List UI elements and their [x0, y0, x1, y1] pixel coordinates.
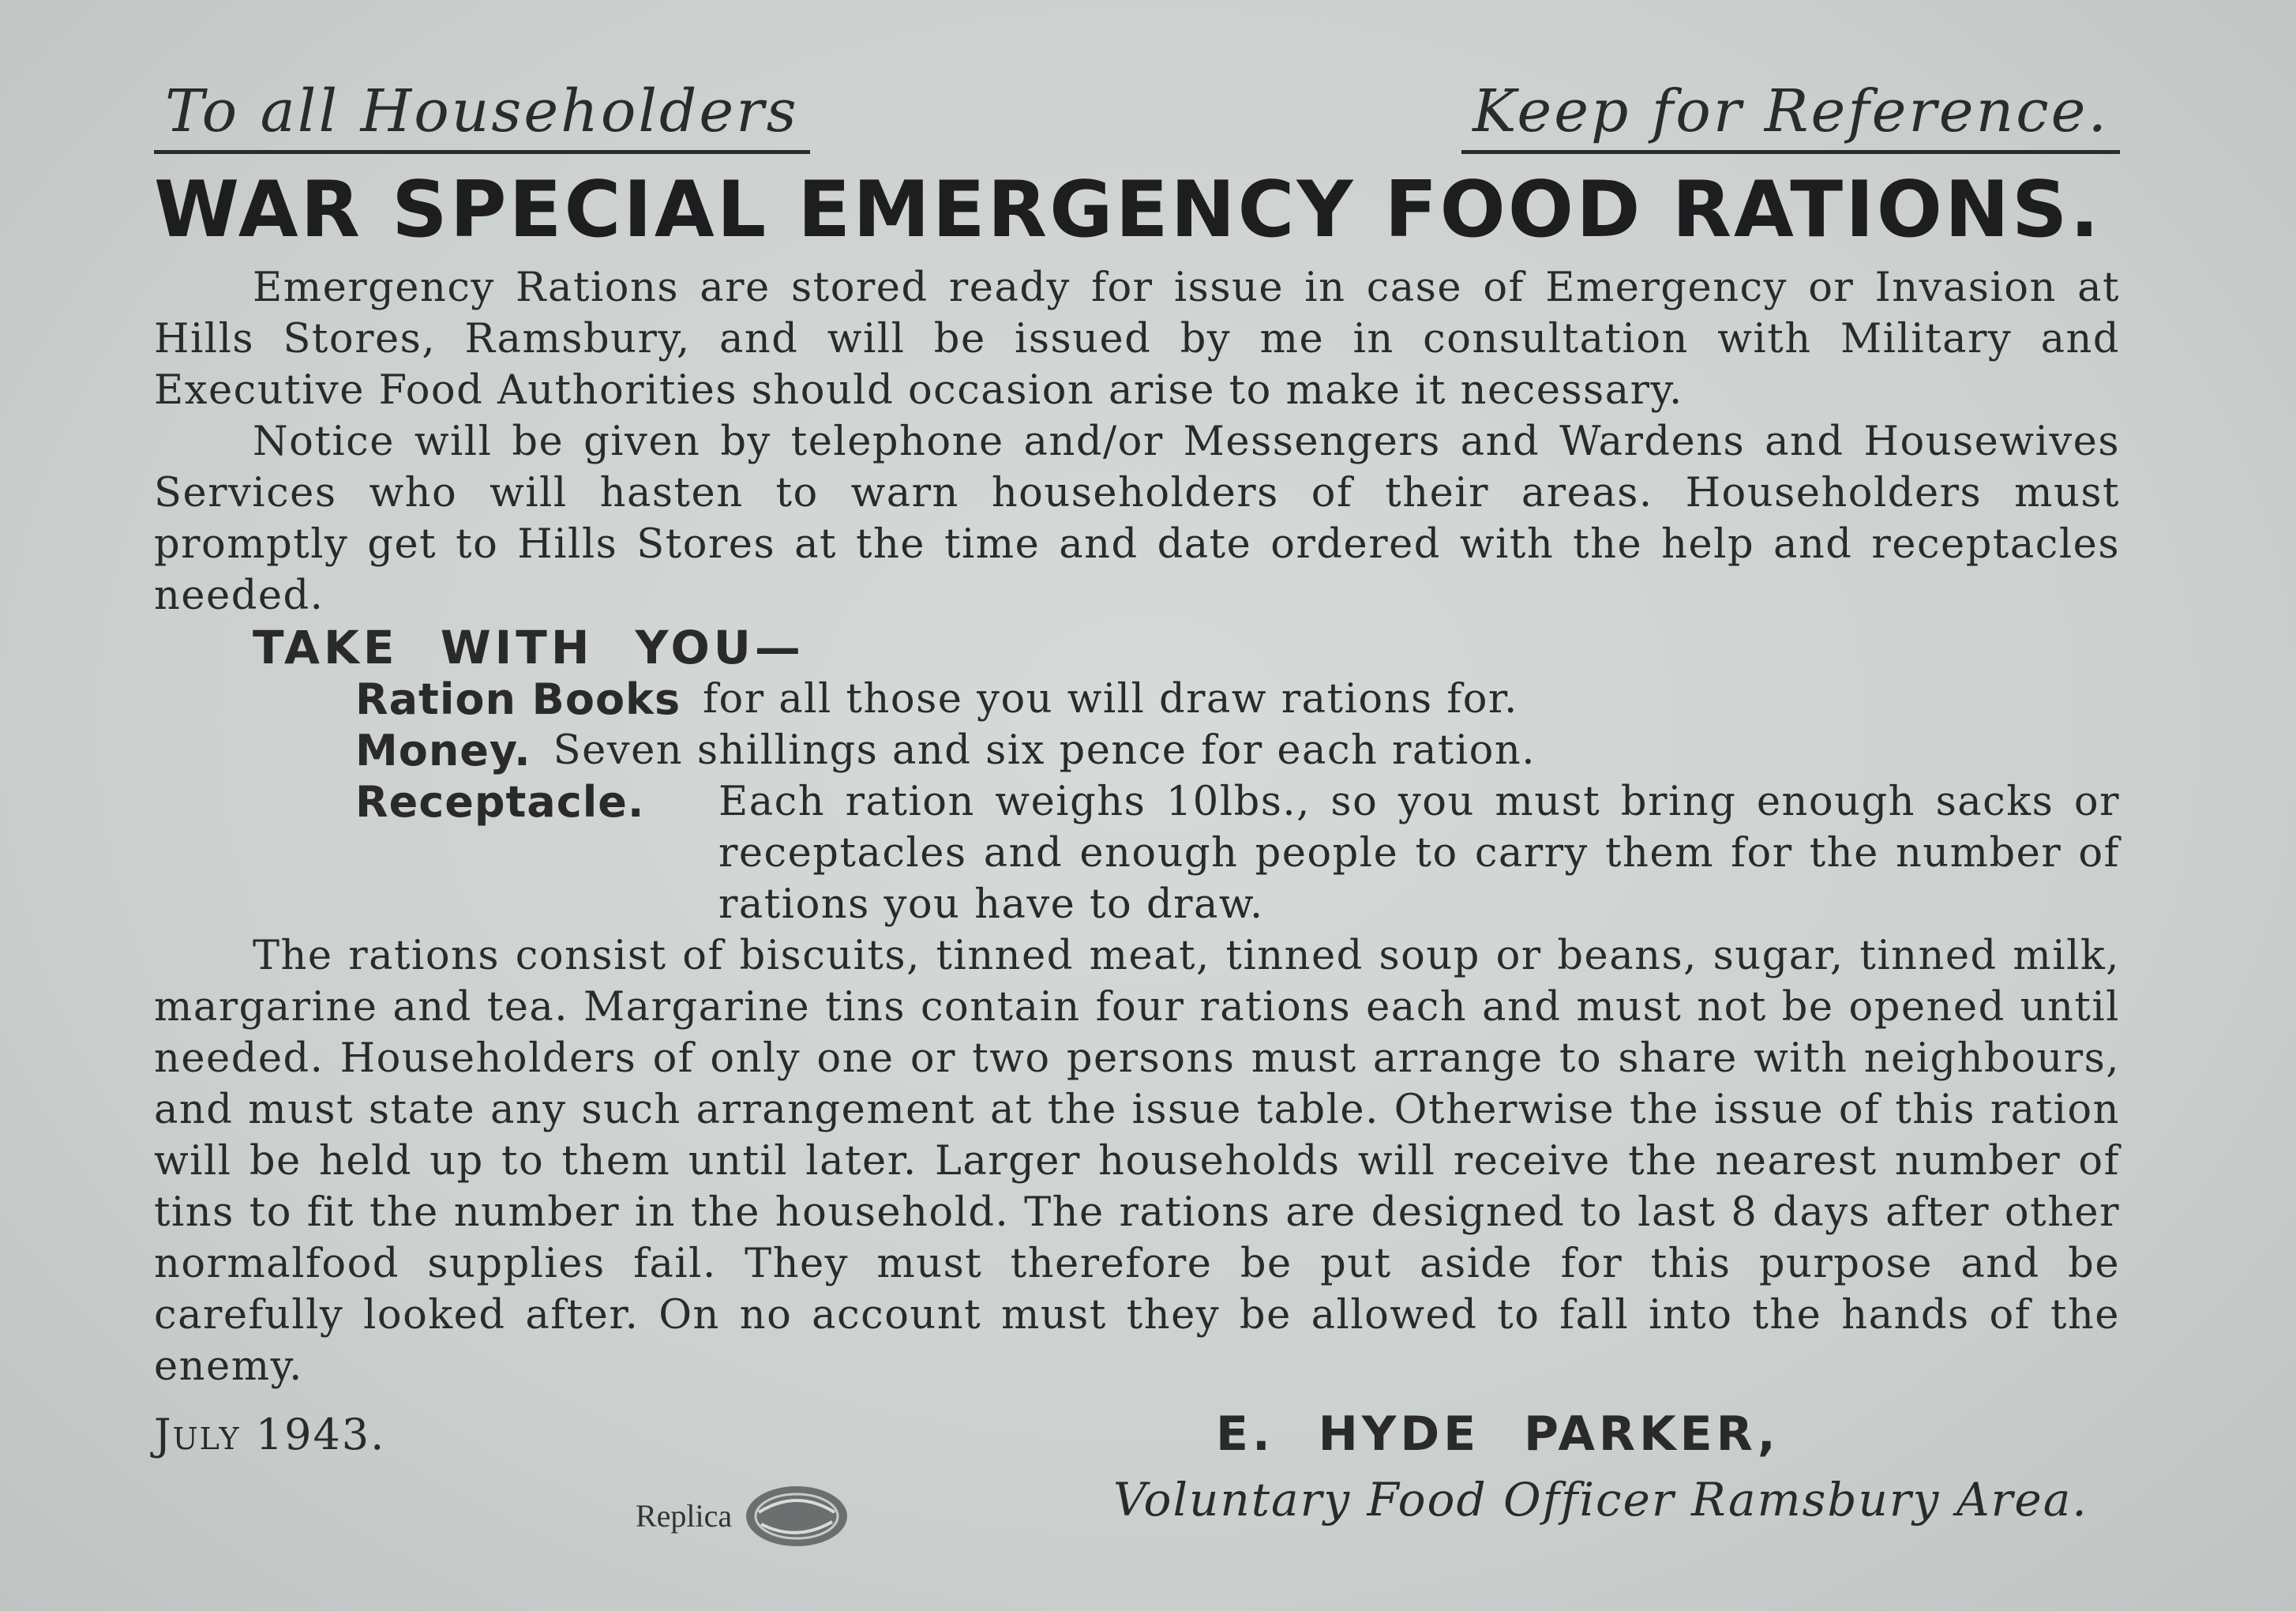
item-label: Receptacle. [355, 776, 645, 827]
stamp-icon [741, 1481, 852, 1552]
keep-reference-header: Keep for Reference. [1461, 82, 2120, 154]
take-with-you-heading: TAKE WITH YOU— [253, 620, 805, 674]
householders-header: To all Householders [154, 82, 810, 154]
issue-date: July 1943. [154, 1409, 386, 1459]
paragraph-emergency-rations: Emergency Rations are stored ready for issue in case of Emergency or Invasion at Hills Stores, Ramsbury, and will be issued by me in consultation with Military and Executive Food Authorities should occasion arise to make it necessary. [154, 264, 2120, 414]
item-label: Money. [355, 725, 531, 775]
footer [154, 1406, 2120, 1544]
signer-name: E. HYDE PARKER, [1216, 1406, 1780, 1462]
item-money [355, 725, 2120, 776]
item-text: Each ration weighs 10lbs., so you must bring enough sacks or receptacles and enough people to carry them for the number of rations you have to draw. [718, 778, 2120, 928]
paragraph-notice: Notice will be given by telephone and/or Messengers and Wardens and Housewives Services who will hasten to warn householders of their areas. Householders must promptly get to Hills Stores at the time and date ordered with the help and receptacles needed. [154, 418, 2120, 619]
item-text: Seven shillings and six pence for each ration. [553, 727, 1536, 774]
header-row [154, 63, 2120, 154]
paragraph-rations-consist: The rations consist of biscuits, tinned meat, tinned soup or beans, sugar, tinned milk, margarine and tea. Margarine tins contain four rations each and must not be opened until needed. Householders of only one or two persons must arrange to share with neighbours, and must state any such arrangement at the issue table. Otherwise the issue of this ration will be held up to them until later. Larger households will receive the nearest number of tins to fit the number in the household. The rations are designed to last 8 days after other normalfood supplies fail. They must therefore be put aside for this purpose and be carefully looked after. On no account must they be allowed to fall into the hands of the enemy. [154, 932, 2120, 1390]
replica-label: Replica [636, 1498, 733, 1534]
page-title: WAR SPECIAL EMERGENCY FOOD RATIONS. [154, 165, 2102, 255]
item-receptacle [355, 776, 2120, 930]
item-label: Ration Books [355, 674, 681, 724]
item-ration-books [355, 674, 2120, 725]
officer-title: Voluntary Food Officer Ramsbury Area. [1113, 1472, 2088, 1527]
notice-content [154, 63, 2120, 1544]
replica-mark [636, 1481, 852, 1552]
item-text: for all those you will draw rations for. [703, 675, 1518, 723]
